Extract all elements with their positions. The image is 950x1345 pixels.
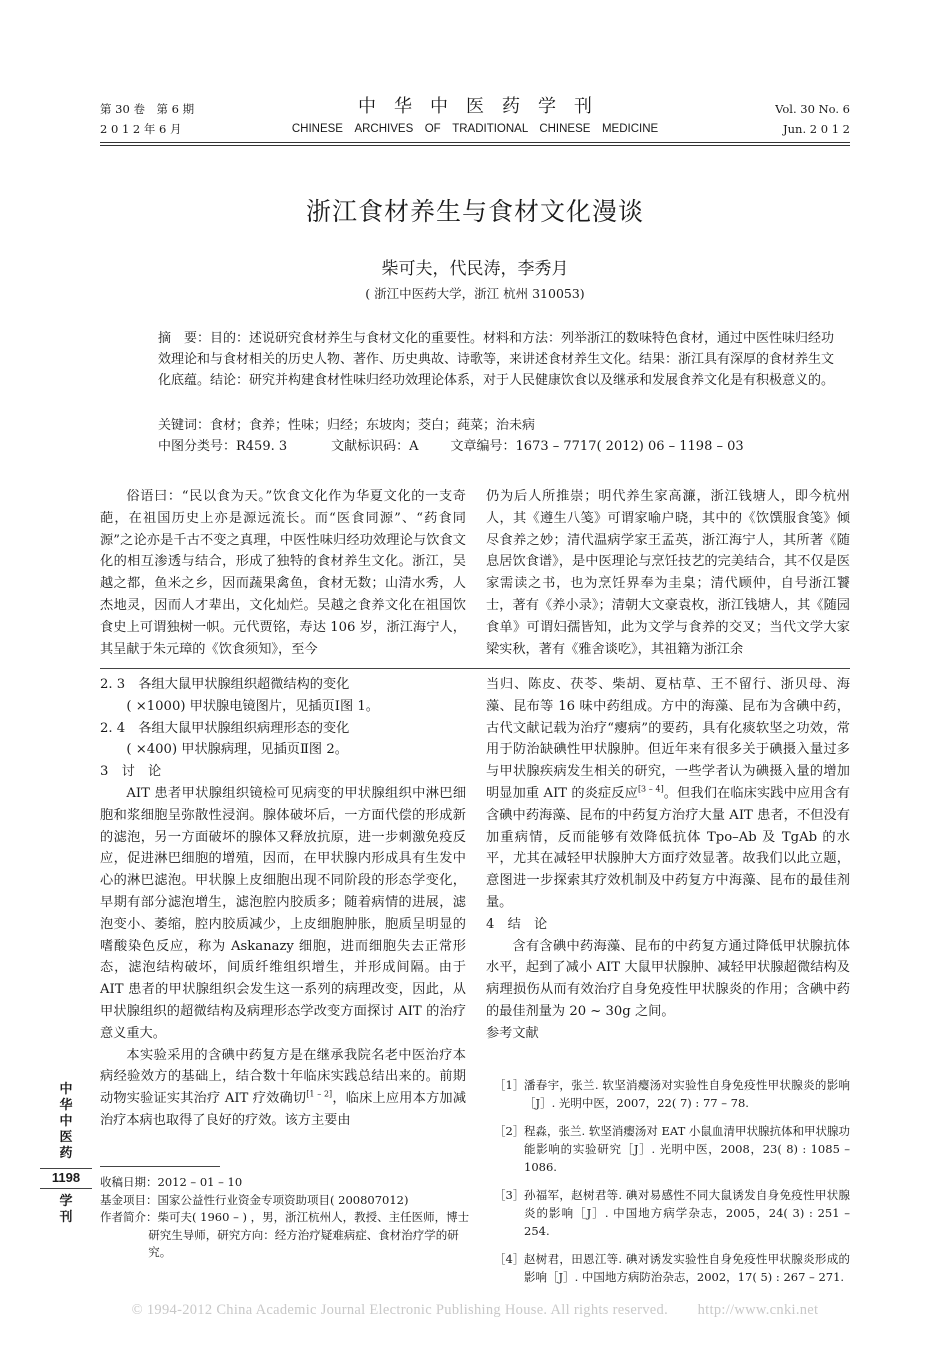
- clc-number: 中图分类号：R459. 3: [158, 439, 288, 454]
- discussion-paragraph-1: AIT 患者甲状腺组织镜检可见病变的甲状腺组织中淋巴细胞和浆细胞呈弥散性浸润。腺体破坏后，一方面代偿的形成新的滤泡，另一方面破坏的腺体又释放抗原，进一步刺激免疫反应，促进淋巴细胞的增殖，因而，在甲状腺内形成具有生发中心的淋巴滤泡。甲状腺上皮细胞出现不同阶段的形态学变化，早期有部分滤泡增生，滤泡腔内胶质多；随着病情的进展，滤泡变小、萎缩，腔内胶质减少，上皮细胞肿胀，胞质呈明显的嗜酸染色反应，称为 Askanazy 细胞，进而细胞失去正常形态，滤泡结构破坏，间质纤维组织增生，并形成间隔。由于 AIT 患者的甲状腺组织会发生这一系列的病理改变，因此，从甲状腺组织的超微结构及病理形态学改变方面探讨 AIT 的治疗意义重大。: [100, 785, 466, 1041]
- abstract-text: 摘 要：目的：述说研究食材养生与食材文化的重要性。材料和方法：列举浙江的数味特色食材，通过中医性味归经功效理论和与食材相关的历史人物、著作、历史典故、诗歌等，来讲述食材养生文化。结果：浙江具有深厚的食材养生文化底蕴。结论：研究并构建食材性味归经功效理论体系，对于人民健康饮食以及继承和发展食养文化是有积极意义的。: [158, 331, 835, 389]
- article-title: 浙江食材养生与食材文化漫谈: [305, 197, 644, 226]
- discussion-paragraph-2-text-end: ，临床上应用本方加减治疗本病也取得了良好的疗效。该方主要由: [100, 1091, 467, 1128]
- citation-1-2: [1 – 2]: [306, 1089, 333, 1099]
- journal-title-cn: 中 华 中 医 药 学 刊: [358, 96, 592, 117]
- discussion-continued-text-end: 。但我们在临床实践中应用含有含碘中药海藻、昆布的中药复方治疗大量 AIT 患者，不但没有加重病情，反而能够有效降低抗体 Tpo–Ab 及 TgAb 的水平，尤其在减轻甲状腺肿大方面疗效显著。故我们以此立题，意图进一步探索其疗效机制及中药复方中海藻、昆布的最佳剂量。: [486, 785, 850, 910]
- reference-item: [488, 1186, 850, 1240]
- intro-paragraph: 俗语曰：“民以食为天。”饮食文化作为华夏文化的一支奇葩，在祖国历史上亦是源远流长。而“医食同源”、“药食同源”之论亦是千古不变之真理，中医性味归经功效理论与饮食文化的相互渗透与结合，形成了独特的食材养生文化。浙江，吴越之都，鱼米之乡，因而蔬果禽鱼，食材无数；山清水秀，人杰地灵，因而人才辈出，文化灿烂。吴越之食养文化在祖国饮食史上可谓独树一帜。元代贾铭，寿达 106 岁，浙江海宁人，其呈献于朱元璋的《饮食须知》，至今: [100, 489, 466, 657]
- reference-number: ［1］: [494, 1078, 525, 1092]
- header-date: 2 0 1 2 年 6 月: [100, 122, 182, 136]
- abstract: [158, 328, 834, 392]
- discussion-paragraph-2-text: 本实验采用的含碘中药复方是在继承我院名老中医治疗本病经验效方的基础上，结合数十年临床实践总结出来的。前期动物实验证实其治疗 AIT 疗效确切: [100, 1047, 466, 1107]
- sidebar-rule-top: [40, 1168, 92, 1169]
- discussion-continued-text: 当归、陈皮、茯苓、柴胡、夏枯草、王不留行、浙贝母、海藻、昆布等 16 味中药组成。方中的海藻、昆布为含碘中药，古代文献记载为治疗“瘿病”的要药，具有化痰软坚之功效，常用于防治缺碘性甲状腺肿。但近年来有很多关于碘摄入量过多与甲状腺疾病发生相关的研究，一些学者认为碘摄入量的增加明显加重 AIT 的炎症反应: [486, 677, 850, 801]
- footnotes: [100, 1174, 470, 1262]
- discussion-continued: [486, 674, 850, 914]
- upper-right-column: [486, 486, 850, 660]
- reference-number: ［2］: [494, 1124, 525, 1138]
- sidebar-journal-type: 学刊: [59, 1194, 73, 1225]
- lower-left-column: [100, 674, 466, 1132]
- article-authors: 柴可夫，代民涛，李秀月: [381, 259, 569, 279]
- section-2-3-body: ( ×1000) 甲状腺电镜图片，见插页Ⅰ图 1。: [126, 698, 379, 714]
- section-2-4-body: ( ×400) 甲状腺病理，见插页Ⅱ图 2。: [126, 742, 348, 758]
- section-4-title: 4 结 论: [486, 916, 548, 932]
- copyright-footer: © 1994-2012 China Academic Journal Electronic Publishing House. All rights reserved. http://www.cnki.net: [131, 1302, 819, 1318]
- header-volume: Vol. 30 No. 6: [775, 102, 850, 116]
- intro-paragraph-continued: 仍为后人所推崇；明代养生家高濂，浙江钱塘人，即今杭州人，其《遵生八笺》可谓家喻户晓，其中的《饮馔服食笺》倾尽食养之妙；清代温病学家王孟英，浙江海宁人，其所著《随息居饮食谱》，是中医理论与烹饪技艺的完美结合，其不仅是医家需读之书，也为烹饪界奉为圭臬；清代顾仲，自号浙江饕士，著有《养小录》；清朝大文豪袁枚，浙江钱塘人，其《随园食单》可谓妇孺皆知，此为文学与食养的交叉；当代文学大家梁实秋，著有《雅舍谈吃》，其祖籍为浙江余: [486, 489, 850, 657]
- discussion-paragraph-2: [100, 1045, 466, 1132]
- page-number: 1198: [51, 1170, 81, 1185]
- author-bio: 作者简介：柴可夫( 1960 – ) ，男，浙江杭州人，教授、主任医师，博士研究生导师，研究方向：经方治疗疑难病症、食材治疗学的研究。: [100, 1210, 470, 1259]
- reference-text: 孙福军，赵树君等. 碘对易感性不同大鼠诱发自身免疫性甲状腺炎的影响［J］. 中国地方病学杂志，2005，24( 3) : 251 – 254.: [524, 1188, 850, 1238]
- references-list: [488, 1076, 850, 1296]
- fund-project: 基金项目：国家公益性行业资金专项资助项目( 200807012): [100, 1192, 409, 1207]
- section-3-title: 3 讨 论: [100, 764, 162, 780]
- reference-item: [488, 1122, 850, 1176]
- header-issue: 第 30 卷 第 6 期: [100, 102, 195, 116]
- references-title: 参考文献: [486, 1025, 539, 1041]
- footnote-rule: [100, 1166, 220, 1167]
- received-date: 收稿日期：2012 – 01 – 10: [100, 1175, 243, 1189]
- citation-3-4: [3 – 4]: [637, 784, 664, 794]
- section-2-3-title: 2. 3 各组大鼠甲状腺组织超微结构的变化: [100, 677, 350, 692]
- sidebar-rule-bottom: [40, 1188, 92, 1189]
- journal-title-en: CHINESE ARCHIVES OF TRADITIONAL CHINESE MEDICINE: [291, 123, 659, 135]
- header-rule-top: [100, 142, 850, 143]
- reference-item: [488, 1076, 850, 1112]
- header-rule-bottom: [100, 145, 850, 146]
- reference-number: ［4］: [494, 1252, 525, 1266]
- upper-left-column: [100, 486, 466, 660]
- article-number: 文章编号：1673 – 7717( 2012) 06 – 1198 – 03: [450, 439, 744, 454]
- reference-item: [488, 1250, 850, 1286]
- keywords: 关键词：食材；食养；性味；归经；东坡肉；茭白；莼菜；治未病: [158, 418, 536, 433]
- header-month: Jun. 2 0 1 2: [783, 122, 850, 136]
- lower-right-column: [486, 674, 850, 1045]
- reference-text: 赵树君，田恩江等. 碘对诱发实验性自身免疫性甲状腺炎形成的影响［J］. 中国地方病防治杂志，2002，17( 5) : 267 – 271.: [524, 1252, 850, 1284]
- conclusion-paragraph: 含有含碘中药海藻、昆布的中药复方通过降低甲状腺抗体水平，起到了减小 AIT 大鼠甲状腺肿、减轻甲状腺超微结构及病理损伤从而有效治疗自身免疫性甲状腺炎的作用；含碘中药的最佳剂量为 20 ~ 30g 之间。: [486, 938, 850, 1019]
- document-code: 文献标识码：A: [331, 439, 419, 454]
- reference-number: ［3］: [494, 1188, 525, 1202]
- classification-line: [158, 436, 834, 457]
- sidebar-journal-name: 中华中医药: [59, 1082, 73, 1161]
- keywords-block: [158, 415, 834, 457]
- section-2-4-title: 2. 4 各组大鼠甲状腺组织病理形态的变化: [100, 720, 350, 736]
- reference-text: 程淼，张兰. 软坚消瘿汤对 EAT 小鼠血清甲状腺抗体和甲状腺功能影响的实验研究［J］. 光明中医，2008，23( 8) : 1085 – 1086.: [524, 1124, 850, 1174]
- section-divider: [100, 668, 850, 669]
- article-affiliation: ( 浙江中医药大学，浙江 杭州 310053): [365, 286, 585, 301]
- reference-text: 潘春宇，张兰. 软坚消瘿汤对实验性自身免疫性甲状腺炎的影响［J］. 光明中医，2007，22( 7) : 77 – 78.: [524, 1078, 850, 1110]
